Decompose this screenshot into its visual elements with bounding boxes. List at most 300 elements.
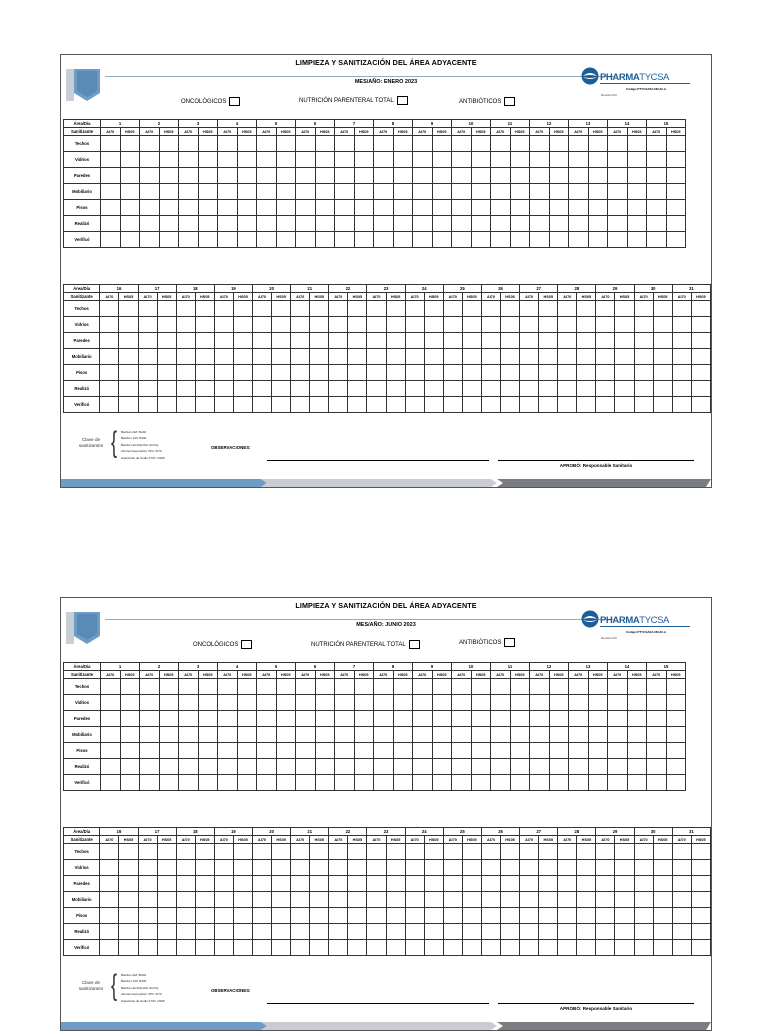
check-cell[interactable] <box>424 333 443 349</box>
check-cell[interactable] <box>647 136 667 152</box>
check-cell[interactable] <box>510 727 530 743</box>
check-cell[interactable] <box>615 908 634 924</box>
check-cell[interactable] <box>588 743 608 759</box>
check-cell[interactable] <box>491 743 511 759</box>
check-cell[interactable] <box>647 152 667 168</box>
check-cell[interactable] <box>120 152 140 168</box>
check-cell[interactable] <box>539 365 558 381</box>
check-cell[interactable] <box>452 184 472 200</box>
check-cell[interactable] <box>218 152 238 168</box>
check-cell[interactable] <box>176 876 195 892</box>
check-cell[interactable] <box>237 136 257 152</box>
check-cell[interactable] <box>510 184 530 200</box>
check-cell[interactable] <box>100 940 119 956</box>
check-cell[interactable] <box>691 892 710 908</box>
check-cell[interactable] <box>672 349 691 365</box>
check-cell[interactable] <box>615 301 634 317</box>
check-cell[interactable] <box>510 136 530 152</box>
check-cell[interactable] <box>462 940 481 956</box>
check-cell[interactable] <box>462 876 481 892</box>
check-cell[interactable] <box>179 711 199 727</box>
check-cell[interactable] <box>608 743 628 759</box>
check-cell[interactable] <box>627 152 647 168</box>
check-cell[interactable] <box>329 301 348 317</box>
check-cell[interactable] <box>596 317 615 333</box>
check-cell[interactable] <box>276 232 296 248</box>
check-cell[interactable] <box>386 860 405 876</box>
check-cell[interactable] <box>520 940 539 956</box>
check-cell[interactable] <box>119 876 138 892</box>
check-cell[interactable] <box>672 365 691 381</box>
check-cell[interactable] <box>539 349 558 365</box>
check-cell[interactable] <box>101 136 121 152</box>
check-cell[interactable] <box>179 136 199 152</box>
check-cell[interactable] <box>627 743 647 759</box>
check-cell[interactable] <box>386 908 405 924</box>
check-cell[interactable] <box>520 860 539 876</box>
check-cell[interactable] <box>101 743 121 759</box>
check-cell[interactable] <box>291 381 310 397</box>
check-cell[interactable] <box>452 727 472 743</box>
check-cell[interactable] <box>501 301 520 317</box>
nutricion-checkbox[interactable] <box>397 96 408 105</box>
check-cell[interactable] <box>315 136 335 152</box>
check-cell[interactable] <box>647 711 667 727</box>
check-cell[interactable] <box>666 759 686 775</box>
check-cell[interactable] <box>367 301 386 317</box>
check-cell[interactable] <box>237 152 257 168</box>
check-cell[interactable] <box>296 168 316 184</box>
check-cell[interactable] <box>462 301 481 317</box>
check-cell[interactable] <box>491 775 511 791</box>
check-cell[interactable] <box>276 679 296 695</box>
check-cell[interactable] <box>335 168 355 184</box>
check-cell[interactable] <box>596 908 615 924</box>
check-cell[interactable] <box>119 381 138 397</box>
check-cell[interactable] <box>424 397 443 413</box>
check-cell[interactable] <box>100 381 119 397</box>
check-cell[interactable] <box>296 727 316 743</box>
observaciones-field[interactable] <box>267 460 489 461</box>
check-cell[interactable] <box>471 136 491 152</box>
check-cell[interactable] <box>608 200 628 216</box>
check-cell[interactable] <box>432 152 452 168</box>
check-cell[interactable] <box>549 184 569 200</box>
check-cell[interactable] <box>367 381 386 397</box>
check-cell[interactable] <box>627 679 647 695</box>
check-cell[interactable] <box>615 317 634 333</box>
check-cell[interactable] <box>432 775 452 791</box>
check-cell[interactable] <box>653 397 672 413</box>
check-cell[interactable] <box>272 349 291 365</box>
check-cell[interactable] <box>634 317 653 333</box>
check-cell[interactable] <box>569 695 589 711</box>
check-cell[interactable] <box>405 365 424 381</box>
check-cell[interactable] <box>120 232 140 248</box>
check-cell[interactable] <box>539 301 558 317</box>
check-cell[interactable] <box>471 168 491 184</box>
check-cell[interactable] <box>413 152 433 168</box>
check-cell[interactable] <box>424 349 443 365</box>
check-cell[interactable] <box>159 727 179 743</box>
check-cell[interactable] <box>272 301 291 317</box>
check-cell[interactable] <box>315 775 335 791</box>
check-cell[interactable] <box>691 333 710 349</box>
check-cell[interactable] <box>653 301 672 317</box>
check-cell[interactable] <box>140 727 160 743</box>
check-cell[interactable] <box>510 711 530 727</box>
check-cell[interactable] <box>452 743 472 759</box>
check-cell[interactable] <box>329 381 348 397</box>
check-cell[interactable] <box>393 759 413 775</box>
check-cell[interactable] <box>520 365 539 381</box>
check-cell[interactable] <box>481 844 500 860</box>
check-cell[interactable] <box>549 759 569 775</box>
check-cell[interactable] <box>634 924 653 940</box>
check-cell[interactable] <box>424 908 443 924</box>
check-cell[interactable] <box>491 759 511 775</box>
check-cell[interactable] <box>405 317 424 333</box>
check-cell[interactable] <box>296 232 316 248</box>
check-cell[interactable] <box>310 892 329 908</box>
check-cell[interactable] <box>443 397 462 413</box>
check-cell[interactable] <box>159 679 179 695</box>
check-cell[interactable] <box>530 200 550 216</box>
check-cell[interactable] <box>549 775 569 791</box>
check-cell[interactable] <box>214 365 233 381</box>
check-cell[interactable] <box>530 679 550 695</box>
check-cell[interactable] <box>159 711 179 727</box>
check-cell[interactable] <box>176 860 195 876</box>
check-cell[interactable] <box>491 168 511 184</box>
check-cell[interactable] <box>471 184 491 200</box>
check-cell[interactable] <box>588 232 608 248</box>
check-cell[interactable] <box>432 232 452 248</box>
check-cell[interactable] <box>471 711 491 727</box>
check-cell[interactable] <box>672 397 691 413</box>
check-cell[interactable] <box>233 397 252 413</box>
check-cell[interactable] <box>101 200 121 216</box>
check-cell[interactable] <box>588 168 608 184</box>
check-cell[interactable] <box>315 152 335 168</box>
check-cell[interactable] <box>253 844 272 860</box>
check-cell[interactable] <box>354 184 374 200</box>
check-cell[interactable] <box>653 892 672 908</box>
check-cell[interactable] <box>176 301 195 317</box>
check-cell[interactable] <box>666 152 686 168</box>
check-cell[interactable] <box>424 940 443 956</box>
check-cell[interactable] <box>120 711 140 727</box>
check-cell[interactable] <box>393 775 413 791</box>
check-cell[interactable] <box>176 317 195 333</box>
check-cell[interactable] <box>198 168 218 184</box>
check-cell[interactable] <box>481 876 500 892</box>
check-cell[interactable] <box>608 232 628 248</box>
check-cell[interactable] <box>354 695 374 711</box>
check-cell[interactable] <box>530 727 550 743</box>
check-cell[interactable] <box>413 216 433 232</box>
check-cell[interactable] <box>634 301 653 317</box>
check-cell[interactable] <box>367 365 386 381</box>
check-cell[interactable] <box>367 349 386 365</box>
check-cell[interactable] <box>310 844 329 860</box>
check-cell[interactable] <box>627 727 647 743</box>
check-cell[interactable] <box>310 365 329 381</box>
check-cell[interactable] <box>348 924 367 940</box>
check-cell[interactable] <box>501 860 520 876</box>
check-cell[interactable] <box>481 301 500 317</box>
check-cell[interactable] <box>329 892 348 908</box>
check-cell[interactable] <box>218 759 238 775</box>
check-cell[interactable] <box>481 333 500 349</box>
check-cell[interactable] <box>647 695 667 711</box>
check-cell[interactable] <box>119 908 138 924</box>
check-cell[interactable] <box>329 908 348 924</box>
check-cell[interactable] <box>335 727 355 743</box>
check-cell[interactable] <box>491 711 511 727</box>
check-cell[interactable] <box>549 711 569 727</box>
check-cell[interactable] <box>627 695 647 711</box>
check-cell[interactable] <box>413 232 433 248</box>
check-cell[interactable] <box>520 301 539 317</box>
check-cell[interactable] <box>195 317 214 333</box>
check-cell[interactable] <box>462 397 481 413</box>
check-cell[interactable] <box>138 924 157 940</box>
check-cell[interactable] <box>615 924 634 940</box>
check-cell[interactable] <box>588 152 608 168</box>
check-cell[interactable] <box>159 759 179 775</box>
check-cell[interactable] <box>596 381 615 397</box>
check-cell[interactable] <box>608 679 628 695</box>
check-cell[interactable] <box>157 381 176 397</box>
check-cell[interactable] <box>558 876 577 892</box>
check-cell[interactable] <box>452 136 472 152</box>
check-cell[interactable] <box>443 333 462 349</box>
check-cell[interactable] <box>257 200 277 216</box>
check-cell[interactable] <box>424 860 443 876</box>
check-cell[interactable] <box>140 695 160 711</box>
check-cell[interactable] <box>691 860 710 876</box>
check-cell[interactable] <box>653 844 672 860</box>
check-cell[interactable] <box>672 317 691 333</box>
check-cell[interactable] <box>119 333 138 349</box>
check-cell[interactable] <box>530 152 550 168</box>
check-cell[interactable] <box>443 317 462 333</box>
check-cell[interactable] <box>443 876 462 892</box>
check-cell[interactable] <box>272 317 291 333</box>
check-cell[interactable] <box>119 349 138 365</box>
check-cell[interactable] <box>588 184 608 200</box>
check-cell[interactable] <box>315 727 335 743</box>
check-cell[interactable] <box>549 136 569 152</box>
check-cell[interactable] <box>413 679 433 695</box>
check-cell[interactable] <box>691 940 710 956</box>
check-cell[interactable] <box>272 940 291 956</box>
check-cell[interactable] <box>120 679 140 695</box>
check-cell[interactable] <box>100 924 119 940</box>
check-cell[interactable] <box>653 365 672 381</box>
check-cell[interactable] <box>218 184 238 200</box>
check-cell[interactable] <box>520 876 539 892</box>
check-cell[interactable] <box>386 333 405 349</box>
check-cell[interactable] <box>539 908 558 924</box>
check-cell[interactable] <box>310 924 329 940</box>
check-cell[interactable] <box>315 759 335 775</box>
check-cell[interactable] <box>140 152 160 168</box>
check-cell[interactable] <box>558 317 577 333</box>
check-cell[interactable] <box>348 333 367 349</box>
check-cell[interactable] <box>367 940 386 956</box>
check-cell[interactable] <box>315 168 335 184</box>
check-cell[interactable] <box>691 301 710 317</box>
check-cell[interactable] <box>101 679 121 695</box>
check-cell[interactable] <box>471 152 491 168</box>
check-cell[interactable] <box>253 908 272 924</box>
check-cell[interactable] <box>608 711 628 727</box>
check-cell[interactable] <box>367 892 386 908</box>
check-cell[interactable] <box>374 711 394 727</box>
check-cell[interactable] <box>140 216 160 232</box>
check-cell[interactable] <box>615 381 634 397</box>
approval-signature-field[interactable] <box>498 1003 694 1004</box>
check-cell[interactable] <box>140 711 160 727</box>
check-cell[interactable] <box>214 381 233 397</box>
check-cell[interactable] <box>179 200 199 216</box>
check-cell[interactable] <box>179 775 199 791</box>
check-cell[interactable] <box>310 317 329 333</box>
check-cell[interactable] <box>393 168 413 184</box>
check-cell[interactable] <box>471 200 491 216</box>
check-cell[interactable] <box>179 759 199 775</box>
check-cell[interactable] <box>577 365 596 381</box>
check-cell[interactable] <box>608 168 628 184</box>
check-cell[interactable] <box>276 200 296 216</box>
check-cell[interactable] <box>432 168 452 184</box>
check-cell[interactable] <box>233 892 252 908</box>
check-cell[interactable] <box>198 200 218 216</box>
check-cell[interactable] <box>237 679 257 695</box>
check-cell[interactable] <box>653 317 672 333</box>
check-cell[interactable] <box>179 695 199 711</box>
check-cell[interactable] <box>329 333 348 349</box>
check-cell[interactable] <box>413 200 433 216</box>
check-cell[interactable] <box>405 876 424 892</box>
check-cell[interactable] <box>520 381 539 397</box>
check-cell[interactable] <box>138 940 157 956</box>
check-cell[interactable] <box>310 333 329 349</box>
check-cell[interactable] <box>413 184 433 200</box>
check-cell[interactable] <box>405 301 424 317</box>
check-cell[interactable] <box>520 892 539 908</box>
check-cell[interactable] <box>138 397 157 413</box>
check-cell[interactable] <box>253 940 272 956</box>
check-cell[interactable] <box>558 924 577 940</box>
check-cell[interactable] <box>634 333 653 349</box>
check-cell[interactable] <box>198 775 218 791</box>
check-cell[interactable] <box>432 200 452 216</box>
check-cell[interactable] <box>443 892 462 908</box>
check-cell[interactable] <box>119 860 138 876</box>
check-cell[interactable] <box>481 365 500 381</box>
check-cell[interactable] <box>329 940 348 956</box>
check-cell[interactable] <box>233 349 252 365</box>
check-cell[interactable] <box>354 759 374 775</box>
check-cell[interactable] <box>672 908 691 924</box>
check-cell[interactable] <box>577 860 596 876</box>
check-cell[interactable] <box>195 333 214 349</box>
check-cell[interactable] <box>666 775 686 791</box>
check-cell[interactable] <box>176 333 195 349</box>
check-cell[interactable] <box>577 397 596 413</box>
check-cell[interactable] <box>432 695 452 711</box>
check-cell[interactable] <box>291 940 310 956</box>
check-cell[interactable] <box>481 860 500 876</box>
check-cell[interactable] <box>159 232 179 248</box>
check-cell[interactable] <box>596 333 615 349</box>
check-cell[interactable] <box>520 924 539 940</box>
check-cell[interactable] <box>214 876 233 892</box>
check-cell[interactable] <box>569 743 589 759</box>
check-cell[interactable] <box>354 743 374 759</box>
check-cell[interactable] <box>530 168 550 184</box>
check-cell[interactable] <box>530 743 550 759</box>
check-cell[interactable] <box>120 759 140 775</box>
check-cell[interactable] <box>647 775 667 791</box>
check-cell[interactable] <box>348 844 367 860</box>
check-cell[interactable] <box>335 679 355 695</box>
check-cell[interactable] <box>608 695 628 711</box>
check-cell[interactable] <box>179 232 199 248</box>
check-cell[interactable] <box>672 844 691 860</box>
check-cell[interactable] <box>315 200 335 216</box>
check-cell[interactable] <box>296 711 316 727</box>
check-cell[interactable] <box>549 216 569 232</box>
check-cell[interactable] <box>452 232 472 248</box>
check-cell[interactable] <box>424 924 443 940</box>
check-cell[interactable] <box>120 695 140 711</box>
check-cell[interactable] <box>101 759 121 775</box>
check-cell[interactable] <box>214 317 233 333</box>
check-cell[interactable] <box>405 381 424 397</box>
check-cell[interactable] <box>335 184 355 200</box>
check-cell[interactable] <box>491 695 511 711</box>
check-cell[interactable] <box>296 695 316 711</box>
check-cell[interactable] <box>253 333 272 349</box>
check-cell[interactable] <box>272 844 291 860</box>
check-cell[interactable] <box>179 184 199 200</box>
check-cell[interactable] <box>577 333 596 349</box>
check-cell[interactable] <box>291 301 310 317</box>
check-cell[interactable] <box>198 184 218 200</box>
check-cell[interactable] <box>329 397 348 413</box>
check-cell[interactable] <box>608 216 628 232</box>
check-cell[interactable] <box>310 908 329 924</box>
check-cell[interactable] <box>198 743 218 759</box>
check-cell[interactable] <box>374 679 394 695</box>
check-cell[interactable] <box>214 860 233 876</box>
check-cell[interactable] <box>491 184 511 200</box>
check-cell[interactable] <box>233 908 252 924</box>
check-cell[interactable] <box>452 775 472 791</box>
check-cell[interactable] <box>367 876 386 892</box>
check-cell[interactable] <box>140 679 160 695</box>
check-cell[interactable] <box>452 152 472 168</box>
check-cell[interactable] <box>354 232 374 248</box>
check-cell[interactable] <box>198 679 218 695</box>
check-cell[interactable] <box>195 924 214 940</box>
check-cell[interactable] <box>569 200 589 216</box>
check-cell[interactable] <box>666 216 686 232</box>
